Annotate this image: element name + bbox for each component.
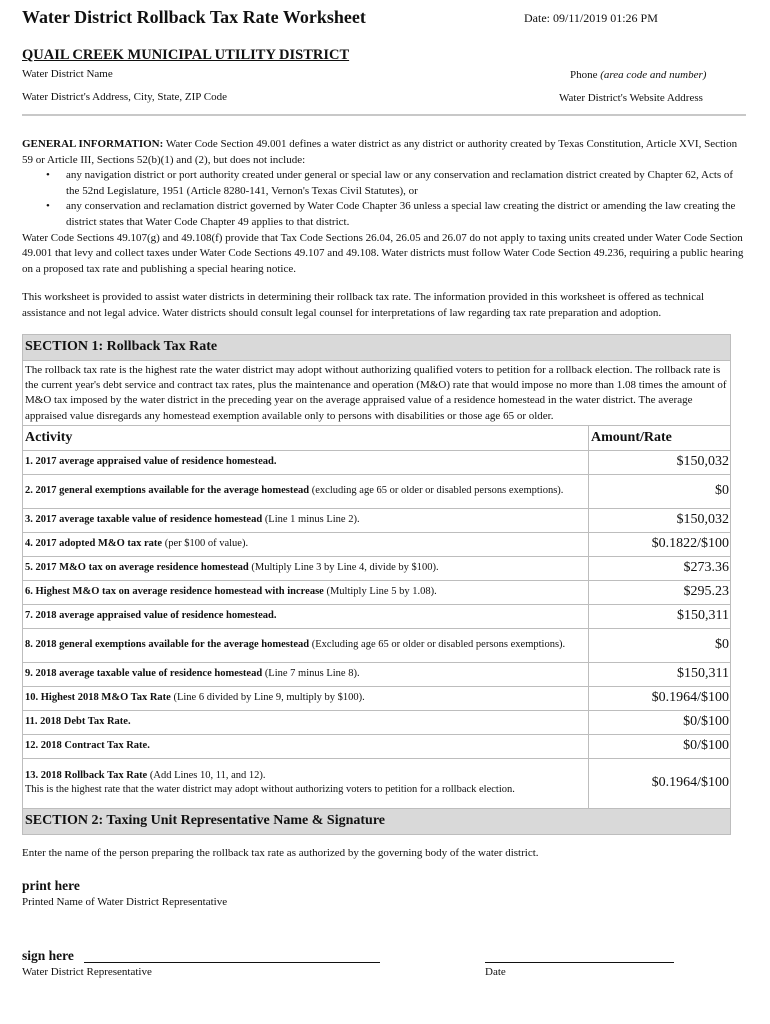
worksheet-row — [23, 508, 731, 532]
amount-cell: $150,032 — [589, 508, 731, 532]
activity-detail: (Add Lines 10, 11, and 12). — [147, 769, 266, 781]
rollback-worksheet-table — [22, 334, 731, 835]
amount-cell: $0.1964/$100 — [589, 686, 731, 710]
amount-cell: $150,032 — [589, 450, 731, 474]
district-name-value: QUAIL CREEK MUNICIPAL UTILITY DISTRICT — [22, 47, 350, 63]
date-stamp: Date: 09/11/2019 01:26 PM — [524, 11, 658, 25]
date-label: Date — [485, 966, 506, 978]
worksheet-row — [23, 532, 731, 556]
activity-note: This is the highest rate that the water district may adopt without authorizing voters to petition for a rollback election. — [25, 784, 515, 796]
activity-title: 13. 2018 Rollback Tax Rate — [25, 769, 148, 781]
website-label: Water District's Website Address — [559, 92, 703, 104]
activity-cell — [23, 734, 589, 758]
worksheet-row — [23, 710, 731, 734]
activity-detail: (Line 1 minus Line 2). — [262, 514, 360, 526]
activity-title: 9. 2018 average taxable value of residence homestead — [25, 668, 263, 680]
activity-cell — [23, 450, 589, 474]
activity-title: 1. 2017 average appraised value of residence homestead. — [25, 456, 277, 468]
activity-detail: (Line 7 minus Line 8). — [262, 668, 360, 680]
header-divider — [22, 114, 746, 116]
activity-title: 12. 2018 Contract Tax Rate. — [25, 740, 150, 752]
amount-cell: $0/$100 — [589, 710, 731, 734]
activity-title: 6. Highest M&O tax on average residence homestead with increase — [25, 586, 324, 598]
activity-title: 3. 2017 average taxable value of residence homestead — [25, 514, 263, 526]
activity-cell — [23, 604, 589, 628]
activity-detail: (excluding age 65 or older or disabled persons exemptions). — [309, 485, 564, 497]
amount-cell: $150,311 — [589, 662, 731, 686]
activity-cell — [23, 628, 589, 662]
activity-detail: (Line 6 divided by Line 9, multiply by $100). — [170, 692, 365, 704]
worksheet-row — [23, 734, 731, 758]
section2-title: SECTION 2: Taxing Unit Representative Name & Signature — [23, 808, 731, 834]
exclusion-list — [22, 168, 748, 230]
general-information — [22, 137, 748, 277]
activity-detail: (Excluding age 65 or older or disabled persons exemptions). — [309, 639, 566, 651]
exclusion-item: • any conservation and reclamation district governed by Water Code Chapter 36 unless a special law creating the district or amending the law creating the district states that Water Code Chapter 49 applies to that district. — [66, 199, 748, 230]
activity-cell — [23, 508, 589, 532]
worksheet-note: This worksheet is provided to assist water districts in determining their rollback tax rate. The information provided in this worksheet is offered as technical assistance and not legal advice. Water districts should consult legal counsel for interpretations of law regarding tax rate preparation and adoption. — [22, 291, 705, 319]
sign-here-label: sign here — [22, 948, 74, 963]
worksheet-row — [23, 474, 731, 508]
amount-cell: $0.1964/$100 — [589, 758, 731, 808]
worksheet-row — [23, 758, 731, 808]
activity-cell — [23, 474, 589, 508]
general-after-bullets: Water Code Sections 49.107(g) and 49.108(f) provide that Tax Code Sections 26.04, 26.05 and 26.07 do not apply to taxing units created under Water Code Section 49.001 that levy and collect taxes under Water Code Sections 49.107 and 49.108. Water districts must follow Water Code Section 49.236, requiring a public hearing on a proposed tax rate and publishing a special hearing notice. — [22, 231, 744, 275]
section1-title: SECTION 1: Rollback Tax Rate — [23, 335, 731, 361]
district-name-label: Water District Name — [22, 68, 113, 80]
activity-cell — [23, 758, 589, 808]
amount-cell: $0 — [589, 628, 731, 662]
general-intro: Water Code Section 49.001 defines a water district as any district or authority created by Texas Constitution, Article XVI, Section 59 or Article III, Sections 52(b)(1) and (2), but does not include: — [22, 138, 738, 166]
activity-detail: (Multiply Line 3 by Line 4, divide by $100). — [248, 562, 439, 574]
activity-detail: (per $100 of value). — [162, 538, 249, 550]
worksheet-row — [23, 604, 731, 628]
amount-cell: $150,311 — [589, 604, 731, 628]
activity-title: 2. 2017 general exemptions available for the average homestead — [25, 485, 310, 497]
activity-cell — [23, 556, 589, 580]
representative-label: Water District Representative — [22, 966, 152, 978]
worksheet-row — [23, 556, 731, 580]
amount-cell: $0.1822/$100 — [589, 532, 731, 556]
worksheet-row — [23, 686, 731, 710]
worksheet-row — [23, 628, 731, 662]
activity-title: 5. 2017 M&O tax on average residence homestead — [25, 562, 249, 574]
worksheet-row — [23, 662, 731, 686]
activity-cell — [23, 662, 589, 686]
signature-line[interactable] — [84, 962, 380, 963]
date-line[interactable] — [485, 962, 674, 963]
exclusion-item: • any navigation district or port authority created under general or special law or any conservation and reclamation district created by Chapter 62, Acts of the 52nd Legislature, 1951 (Article 8280-141, Vernon's Texas Civil Statutes), or — [66, 168, 748, 199]
printed-name-label: Printed Name of Water District Representative — [22, 896, 228, 908]
amount-cell: $295.23 — [589, 580, 731, 604]
activity-cell — [23, 532, 589, 556]
activity-title: 4. 2017 adopted M&O tax rate — [25, 538, 163, 550]
section1-intro: The rollback tax rate is the highest rate the water district may adopt without authorizing qualified voters to petition for a rollback election. The rollback rate is the current year's debt service and contract tax rates, plus the maintenance and operation (M&O) rate that would impose no more than 1.08 times the amount of M&O tax imposed by the water district in the preceding year on the average appraised value of a residence homestead in the water district. The average appraised value disregards any homestead exemption available only to persons with disabilities or those age 65 or older. — [23, 361, 731, 426]
amount-cell: $0/$100 — [589, 734, 731, 758]
phone-label: Phone (area code and number) — [570, 69, 707, 81]
column-header-activity: Activity — [23, 425, 589, 450]
column-header-amount: Amount/Rate — [589, 425, 731, 450]
amount-cell: $273.36 — [589, 556, 731, 580]
phone-note: (area code and number) — [600, 69, 707, 81]
address-label: Water District's Address, City, State, ZIP Code — [22, 91, 227, 103]
section2-instruction: Enter the name of the person preparing the rollback tax rate as authorized by the governing body of the water district. — [22, 847, 539, 859]
activity-title: 8. 2018 general exemptions available for the average homestead — [25, 639, 310, 651]
activity-cell — [23, 686, 589, 710]
print-here-label: print here — [22, 878, 80, 893]
page-title: Water District Rollback Tax Rate Worksheet — [22, 7, 366, 27]
activity-detail: (Multiply Line 5 by 1.08). — [323, 586, 437, 598]
activity-title: 11. 2018 Debt Tax Rate. — [25, 716, 131, 728]
worksheet-row — [23, 450, 731, 474]
general-heading: GENERAL INFORMATION: — [22, 138, 164, 150]
amount-cell: $0 — [589, 474, 731, 508]
activity-cell — [23, 710, 589, 734]
activity-cell — [23, 580, 589, 604]
activity-title: 7. 2018 average appraised value of residence homestead. — [25, 610, 277, 622]
activity-title: 10. Highest 2018 M&O Tax Rate — [25, 692, 171, 704]
worksheet-row — [23, 580, 731, 604]
